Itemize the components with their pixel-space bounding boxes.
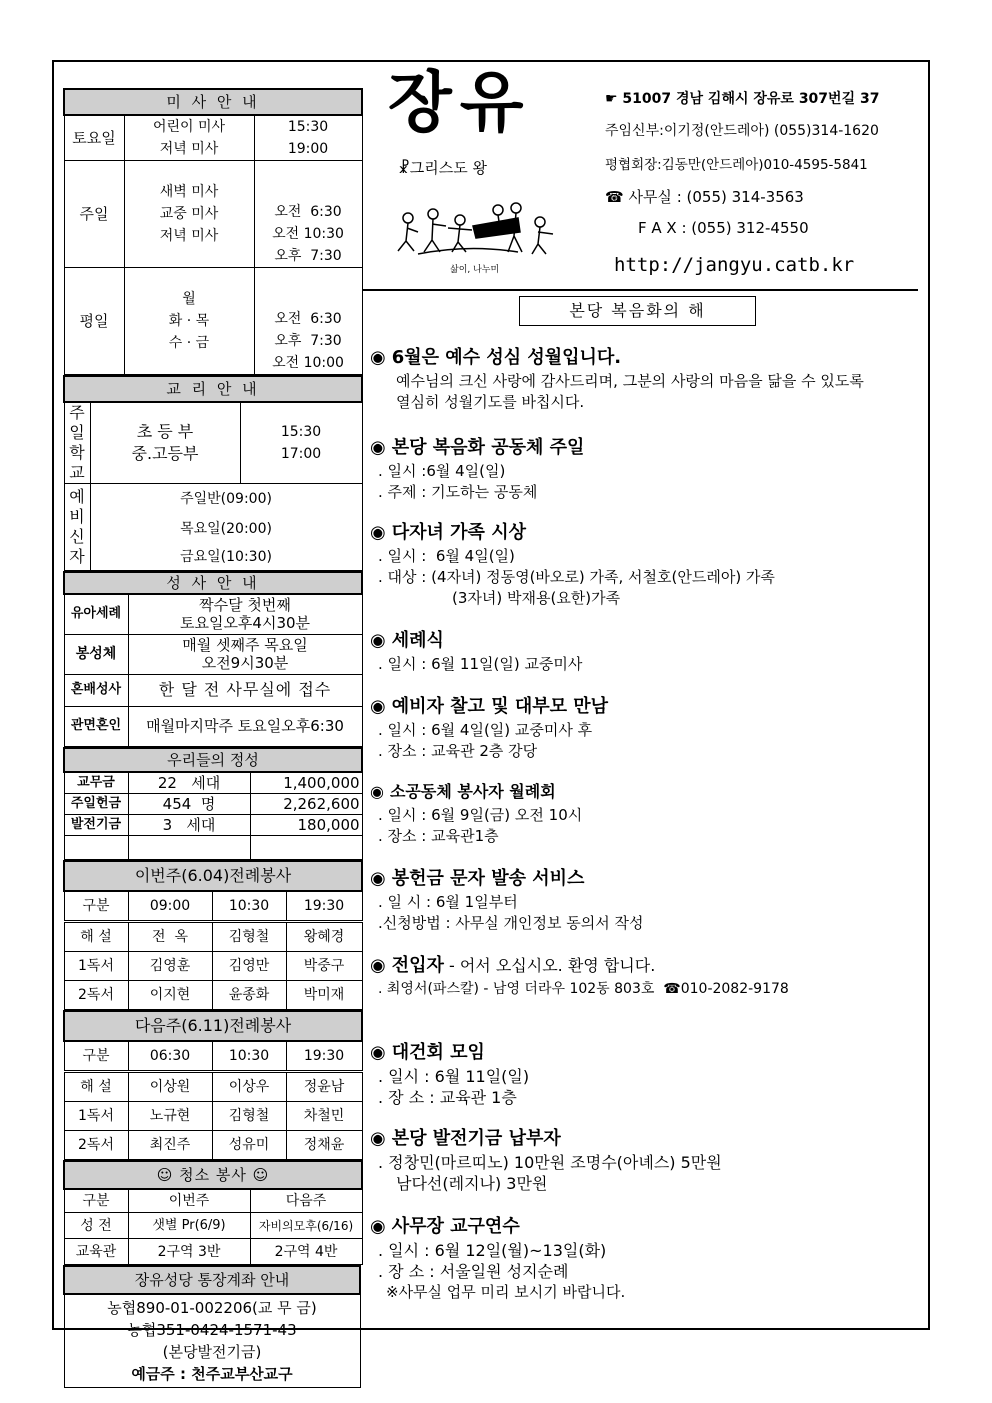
offering-amount: 2,262,600 — [250, 793, 362, 814]
notice-item — [370, 694, 910, 762]
liturgy-this-week-table — [63, 860, 363, 1010]
liturgy-header-cell: 10:30 — [212, 1041, 286, 1072]
liturgy-role: 2독서 — [64, 980, 128, 1009]
offering-empty-cell — [64, 835, 128, 859]
liturgy-header-cell: 19:30 — [286, 1041, 362, 1072]
bullet-icon: ◉ — [370, 868, 386, 889]
liturgy-name: 김영훈 — [128, 951, 212, 980]
weekday-label: 평일 — [64, 268, 124, 375]
notice-line: . 일시 : 6월 11일(일) — [378, 1067, 530, 1086]
notice-line: ※사무실 업무 미리 보시기 바랍니다. — [386, 1283, 626, 1301]
sunday-times: 오전 6:30 오전 10:30 오후 7:30 — [254, 161, 362, 268]
validation-label: 관면혼인 — [64, 706, 128, 746]
liturgy-header-cell: 구분 — [64, 1041, 128, 1072]
liturgy-header-cell: 19:30 — [286, 891, 362, 922]
newsletter-title: 장유 — [388, 64, 532, 141]
notice-line: 열심히 성월기도를 바칩시다. — [396, 393, 585, 411]
liturgy-name: 박미재 — [286, 980, 362, 1009]
liturgy-name: 노규현 — [128, 1101, 212, 1130]
bullet-icon: ◉ — [370, 1042, 386, 1063]
infant-baptism-info: 짝수달 첫번째 토요일오후4시30분 — [128, 594, 362, 634]
offerings-table — [63, 747, 363, 860]
liturgy-name: 성유미 — [212, 1130, 286, 1159]
liturgy-name: 이지현 — [128, 980, 212, 1009]
mass-table — [63, 88, 363, 375]
notice-title: 대건회 모임 — [391, 1042, 485, 1063]
marriage-info: 한 달 전 사무실에 접수 — [128, 674, 362, 706]
offering-label: 주일헌금 — [64, 793, 128, 814]
notice-title: 6월은 예수 성심 성월입니다. — [391, 347, 622, 368]
fax-number: F A X : (055) 312-4550 — [638, 219, 809, 237]
pastor-info: 주임신부:이기정(안드레아) (055)314-1620 — [605, 123, 879, 139]
left-column — [63, 88, 361, 1388]
liturgy-this-heading: 이번주(6.04)전례봉사 — [64, 861, 362, 891]
cleaning-header-cell: 구분 — [64, 1189, 128, 1213]
catechism-heading: 교 리 안 내 — [64, 376, 362, 402]
cleaning-header-cell: 이번주 — [128, 1189, 250, 1213]
notice-line: (3자녀) 박재용(요한)가족 — [452, 589, 621, 607]
website-link[interactable]: http://jangyu.catb.kr — [614, 254, 855, 276]
notice-item — [370, 779, 910, 847]
liturgy-role: 2독서 — [64, 1130, 128, 1159]
bullet-icon: ◉ — [370, 630, 386, 651]
notice-line: . 일 시 : 6월 1일부터 — [378, 893, 518, 911]
notice-line: . 주제 : 기도하는 공동체 — [378, 483, 538, 501]
cleaning-table — [63, 1160, 363, 1266]
catechumen-classes: 주일반(09:00) 목요일(20:00) 금요일(10:30) — [90, 484, 362, 571]
liturgy-header-cell: 10:30 — [212, 891, 286, 922]
offering-label: 교무금 — [64, 772, 128, 794]
notice-item — [370, 345, 910, 413]
weekday-times: 오전 6:30 오후 7:30 오전 10:00 — [254, 268, 362, 375]
notice-line: . 정창민(마르띠노) 10만원 조명수(아녜스) 5만원 — [378, 1153, 722, 1172]
cleaning-group: 2구역 4반 — [250, 1239, 362, 1265]
council-head-info: 평협회장:김동만(안드레아)010-4595-5841 — [605, 157, 868, 173]
liturgy-header-cell: 09:00 — [128, 891, 212, 922]
anointing-info: 매월 셋째주 목요일 오전9시30분 — [128, 634, 362, 674]
notice-item — [370, 1040, 910, 1108]
bullet-icon: ◉ — [370, 1216, 386, 1237]
offering-empty-cell — [250, 835, 362, 859]
sunday-school-classes: 초 등 부 중.고등부 — [90, 402, 240, 484]
offerings-heading: 우리들의 정성 — [64, 748, 362, 772]
offering-count: 3 세대 — [128, 814, 250, 835]
offering-label: 발전기금 — [64, 814, 128, 835]
cleaning-group: 2구역 3반 — [128, 1239, 250, 1265]
marriage-label: 혼배성사 — [64, 674, 128, 706]
bullet-icon: ◉ — [370, 1128, 386, 1149]
notice-title: 사무장 교구연수 — [391, 1216, 520, 1237]
liturgy-name: 정윤남 — [286, 1071, 362, 1101]
offering-amount: 180,000 — [250, 814, 362, 835]
notice-line: . 일시 : 6월 11일(일) 교중미사 — [378, 655, 583, 673]
header-divider — [363, 289, 918, 291]
notice-line: . 장소 : 교육관 2층 강당 — [378, 742, 538, 760]
notice-title: 세례식 — [391, 630, 444, 651]
weekday-masses: 월 화 · 목 수 · 금 — [124, 268, 254, 375]
notice-item — [370, 866, 910, 934]
sunday-label: 주일 — [64, 161, 124, 268]
notice-line: . 일시 :6월 4일(일) — [378, 462, 506, 480]
bullet-icon: ◉ — [370, 782, 384, 801]
notice-item — [370, 628, 910, 675]
cleaning-place: 교육관 — [64, 1239, 128, 1265]
offering-count: 454 명 — [128, 793, 250, 814]
notice-line: . 일시 : 6월 9일(금) 오전 10시 — [378, 806, 583, 824]
bullet-icon: ◉ — [370, 437, 386, 458]
liturgy-name: 김형철 — [212, 1101, 286, 1130]
notice-line: 남다선(레지나) 3만원 — [396, 1174, 548, 1193]
newsletter-subtitle: ☧그리스도 왕 — [398, 159, 487, 177]
liturgy-name: 정채윤 — [286, 1130, 362, 1159]
offering-empty-cell — [128, 835, 250, 859]
liturgy-role: 해 설 — [64, 1071, 128, 1101]
church-address: ☛ 51007 경남 김해시 장유로 307번길 37 — [605, 91, 880, 107]
account-info: 농협890-01-002206(교 무 금) 농협351-0424-1571-43 (본당발전기금) 예금주 : 천주교부산교구 — [64, 1294, 360, 1388]
office-phone: ☎ 사무실 : (055) 314-3563 — [605, 188, 804, 206]
notice-line: . 장 소 : 교육관 1층 — [378, 1088, 517, 1107]
liturgy-header-cell: 구분 — [64, 891, 128, 922]
account-heading: 장유성당 통장계좌 안내 — [64, 1266, 360, 1294]
liturgy-role: 1독서 — [64, 1101, 128, 1130]
offering-amount: 1,400,000 — [250, 772, 362, 794]
catechism-table — [63, 375, 363, 571]
infant-baptism-label: 유아세례 — [64, 594, 128, 634]
cleaning-place: 성 전 — [64, 1213, 128, 1239]
saturday-masses: 어린이 미사 저녁 미사 — [124, 115, 254, 161]
notice-line: . 일시 : 6월 4일(일) — [378, 547, 515, 565]
notice-item — [370, 435, 910, 503]
notice-title: 소공동체 봉사자 월례회 — [389, 782, 556, 801]
notice-title: 본당 발전기금 납부자 — [391, 1128, 561, 1149]
year-theme-box: 본당 복음화의 해 — [519, 296, 756, 326]
validation-info: 매월마지막주 토요일오후6:30 — [128, 706, 362, 746]
notice-title: 전입자 — [391, 955, 444, 976]
cleaning-heading: ☺ 청소 봉사 ☺ — [64, 1161, 362, 1189]
liturgy-name: 이상원 — [128, 1071, 212, 1101]
notice-title-suffix: - 어서 오십시오. 환영 합니다. — [443, 956, 656, 975]
saturday-times: 15:30 19:00 — [254, 115, 362, 161]
liturgy-next-week-table — [63, 1010, 363, 1160]
saturday-label: 토요일 — [64, 115, 124, 161]
anointing-label: 봉성체 — [64, 634, 128, 674]
liturgy-next-heading: 다음주(6.11)전례봉사 — [64, 1011, 362, 1041]
notice-title: 봉헌금 문자 발송 서비스 — [391, 868, 585, 889]
liturgy-name: 윤종화 — [212, 980, 286, 1009]
liturgy-role: 해 설 — [64, 921, 128, 951]
liturgy-name: 왕혜경 — [286, 921, 362, 951]
sunday-masses: 새벽 미사 교중 미사 저녁 미사 — [124, 161, 254, 268]
notice-line: . 대상 : (4자녀) 정동영(바오로) 가족, 서철호(안드레아) 가족 — [378, 568, 775, 586]
liturgy-name: 김형철 — [212, 921, 286, 951]
cleaning-group: 자비의모후(6/16) — [250, 1213, 362, 1239]
bullet-icon: ◉ — [370, 955, 386, 976]
notice-line: .신청방법 : 사무실 개인정보 동의서 작성 — [378, 914, 644, 932]
notice-title: 본당 복음화 공동체 주일 — [391, 437, 585, 458]
notice-line: . 최영서(파스칼) - 남영 더라우 102동 803호 ☎010-2082-9178 — [378, 981, 789, 997]
liturgy-name: 차철민 — [286, 1101, 362, 1130]
cleaning-group: 샛별 Pr(6/9) — [128, 1213, 250, 1239]
catechumen-label: 예 비 신 자 — [64, 484, 90, 571]
account-table — [63, 1265, 361, 1388]
notice-item — [370, 520, 910, 609]
liturgy-name: 이상우 — [212, 1071, 286, 1101]
community-illustration — [388, 196, 563, 276]
notice-item — [370, 1126, 910, 1194]
liturgy-name: 김영만 — [212, 951, 286, 980]
liturgy-role: 1독서 — [64, 951, 128, 980]
notice-item — [370, 1214, 910, 1303]
sunday-school-label: 주 일 학 교 — [64, 402, 90, 484]
liturgy-name: 박중구 — [286, 951, 362, 980]
sacraments-heading: 성 사 안 내 — [64, 572, 362, 594]
sunday-school-times: 15:30 17:00 — [240, 402, 362, 484]
bullet-icon: ◉ — [370, 522, 386, 543]
notice-title: 예비자 찰고 및 대부모 만남 — [391, 696, 609, 717]
offering-count: 22 세대 — [128, 772, 250, 794]
liturgy-name: 최진주 — [128, 1130, 212, 1159]
sacraments-table — [63, 571, 363, 747]
notice-line: 예수님의 크신 사랑에 감사드리며, 그분의 사랑의 마음을 닮을 수 있도록 — [396, 372, 864, 390]
notice-line: . 일시 : 6월 12일(월)~13일(화) — [378, 1241, 607, 1260]
notice-item — [370, 953, 910, 1000]
mass-heading: 미 사 안 내 — [64, 89, 362, 115]
notice-line: . 장 소 : 서울일원 성지순례 — [378, 1262, 569, 1281]
cleaning-header-cell: 다음주 — [250, 1189, 362, 1213]
illustration-caption: 삶이, 나누미 — [450, 265, 500, 275]
bullet-icon: ◉ — [370, 696, 386, 717]
notice-line: . 장소 : 교육관1층 — [378, 827, 499, 845]
notice-title: 다자녀 가족 시상 — [391, 522, 526, 543]
liturgy-name: 전 옥 — [128, 921, 212, 951]
notice-line: . 일시 : 6월 4일(일) 교중미사 후 — [378, 721, 593, 739]
bullet-icon: ◉ — [370, 347, 386, 368]
liturgy-header-cell: 06:30 — [128, 1041, 212, 1072]
